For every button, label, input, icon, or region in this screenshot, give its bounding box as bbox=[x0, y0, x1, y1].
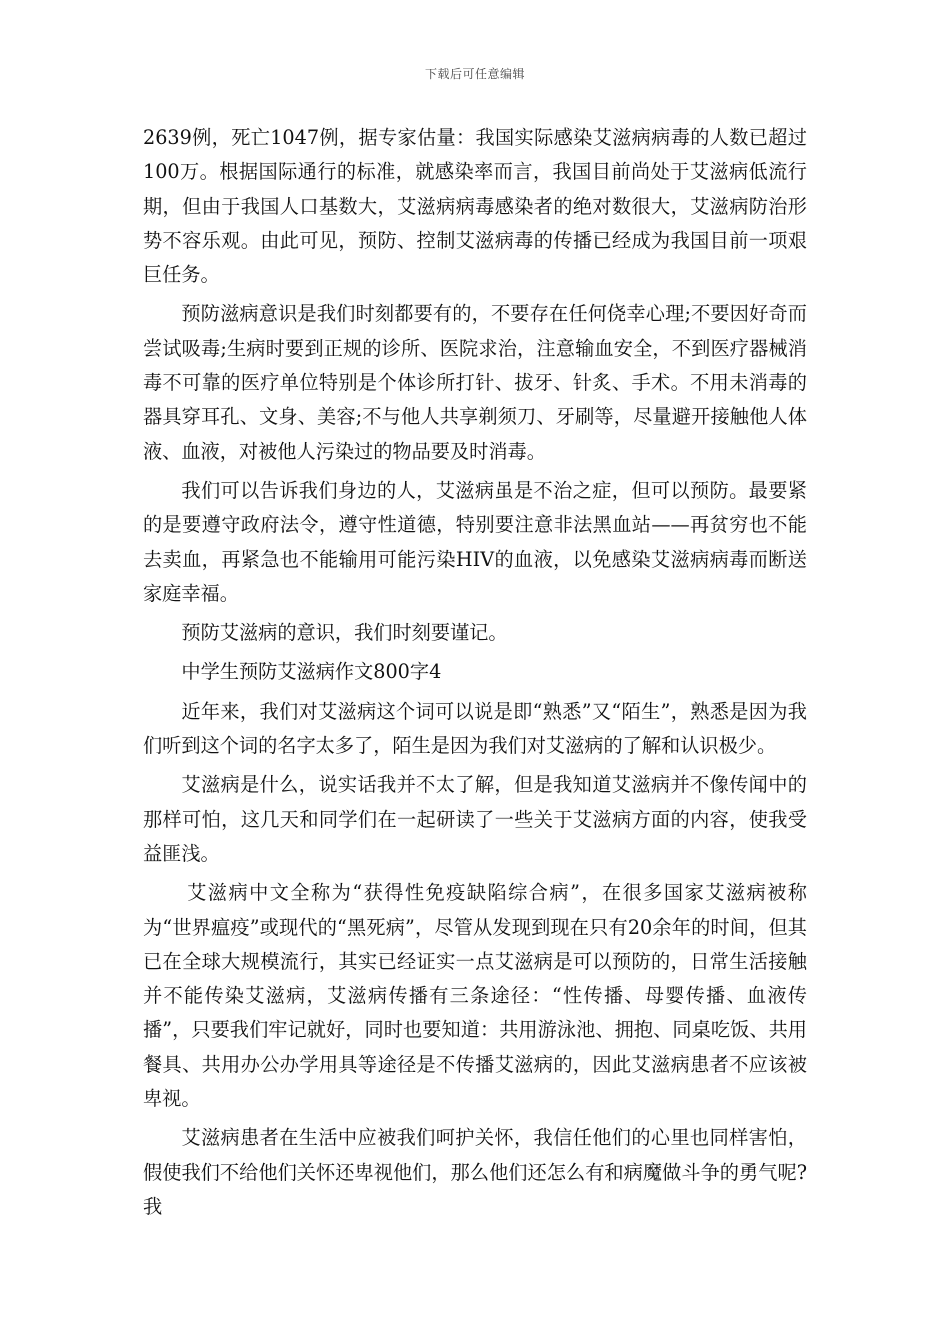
paragraph-6: 艾滋病是什么，说实话我并不太了解，但是我知道艾滋病并不像传闻中的那样可怕，这几天和同学们在一起研读了一些关于艾滋病方面的内容，使我受益匪浅。 bbox=[143, 773, 807, 865]
paragraph-1: 2639例，死亡1047例，据专家估量：我国实际感染艾滋病病毒的人数已超过100万。根据国际通行的标准，就感染率而言，我国目前尚处于艾滋病低流行期，但由于我国人口基数大，艾滋病病毒感染者的绝对数很大，艾滋病防治形势不容乐观。由此可见，预防、控制艾滋病毒的传播已经成为我国目前一项艰巨任务。 bbox=[143, 126, 807, 287]
paragraph-2: 预防滋病意识是我们时刻都要有的，不要存在任何侥幸心理;不要因好奇而尝试吸毒;生病时要到正规的诊所、医院求治，注意输血安全，不到医疗器械消毒不可靠的医疗单位特别是个体诊所打针、拔牙、针炙、手术。不用未消毒的器具穿耳孔、文身、美容;不与他人共享剃须刀、牙刷等，尽量避开接触他人体液、血液，对被他人污染过的物品要及时消毒。 bbox=[143, 302, 807, 463]
paragraph-8: 艾滋病患者在生活中应被我们呵护关怀，我信任他们的心里也同样害怕，假使我们不给他们关怀还卑视他们，那么他们还怎么有和病魔做斗争的勇气呢?我 bbox=[143, 1126, 807, 1218]
page-header: 下载后可任意编辑 bbox=[424, 67, 525, 81]
paragraph-7: 艾滋病中文全称为“获得性免疫缺陷综合病”，在很多国家艾滋病被称为“世界瘟疫”或现代的“黑死病”，尽管从发现到现在只有20余年的时间，但其已在全球大规模流行，其实已经证实一点艾滋病是可以预防的，日常生活接触并不能传染艾滋病，艾滋病传播有三条途径：“性传播、母婴传播、血液传播”，只要我们牢记就好，同时也要知道：共用游泳池、拥抱、同桌吃饭、共用餐具、共用办公办学用具等途径是不传播艾滋病的，因此艾滋病患者不应该被卑视。 bbox=[143, 881, 807, 1111]
paragraph-4: 预防艾滋病的意识，我们时刻要谨记。 bbox=[181, 621, 508, 645]
paragraph-5: 近年来，我们对艾滋病这个词可以说是即“熟悉”又“陌生”，熟悉是因为我们听到这个词的名字太多了，陌生是因为我们对艾滋病的了解和认识极少。 bbox=[143, 699, 807, 758]
section-heading: 中学生预防艾滋病作文800字4 bbox=[181, 660, 442, 684]
document-body bbox=[143, 121, 807, 1229]
paragraph-3: 我们可以告诉我们身边的人，艾滋病虽是不治之症，但可以预防。最要紧的是要遵守政府法令，遵守性道德，特别要注意非法黑血站——再贫穷也不能去卖血，再紧急也不能输用可能污染HIV的血液，以免感染艾滋病病毒而断送家庭幸福。 bbox=[143, 478, 807, 605]
